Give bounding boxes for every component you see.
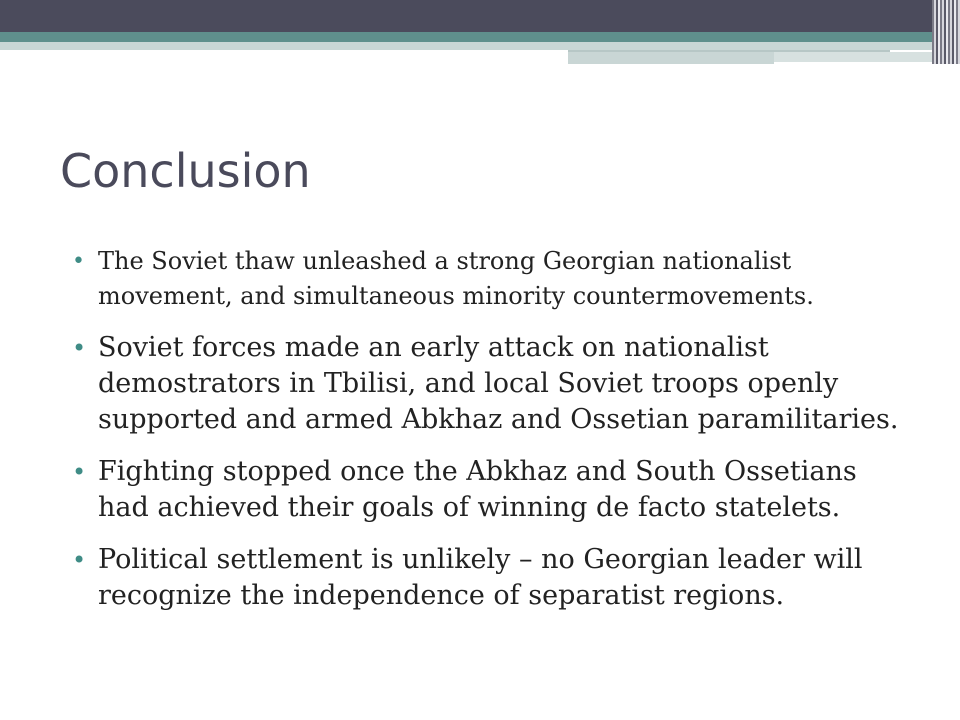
header-band-light [0,42,932,50]
bullet-text: Political settlement is unlikely – no Georgian leader will recognize the independence of separatist regions. [98,544,863,611]
slide-title: Conclusion [60,144,311,198]
bullet-text: Fighting stopped once the Abkhaz and South Ossetians had achieved their goals of winning de facto statelets. [98,456,857,523]
bullet-item [72,330,902,438]
bullet-icon: • [72,458,87,486]
header-band-dark [0,0,932,32]
bullet-icon: • [72,249,85,274]
bullet-text: Soviet forces made an early attack on nationalist demostrators in Tbilisi, and local Soviet troops openly supported and armed Abkhaz and Ossetian paramilitaries. [98,332,899,435]
bullet-list [72,244,902,630]
bullet-item [72,454,902,526]
header-band-teal [0,32,932,42]
header-band-tab-2 [774,52,932,62]
bullet-icon: • [72,546,87,574]
bullet-icon: • [72,334,87,362]
bullet-item [72,542,902,614]
header-band-tab [568,52,774,64]
bullet-item [72,244,902,314]
corner-stripes-decoration [932,0,960,64]
bullet-text: The Soviet thaw unleashed a strong Georgian nationalist movement, and simultaneous minority countermovements. [98,247,814,310]
